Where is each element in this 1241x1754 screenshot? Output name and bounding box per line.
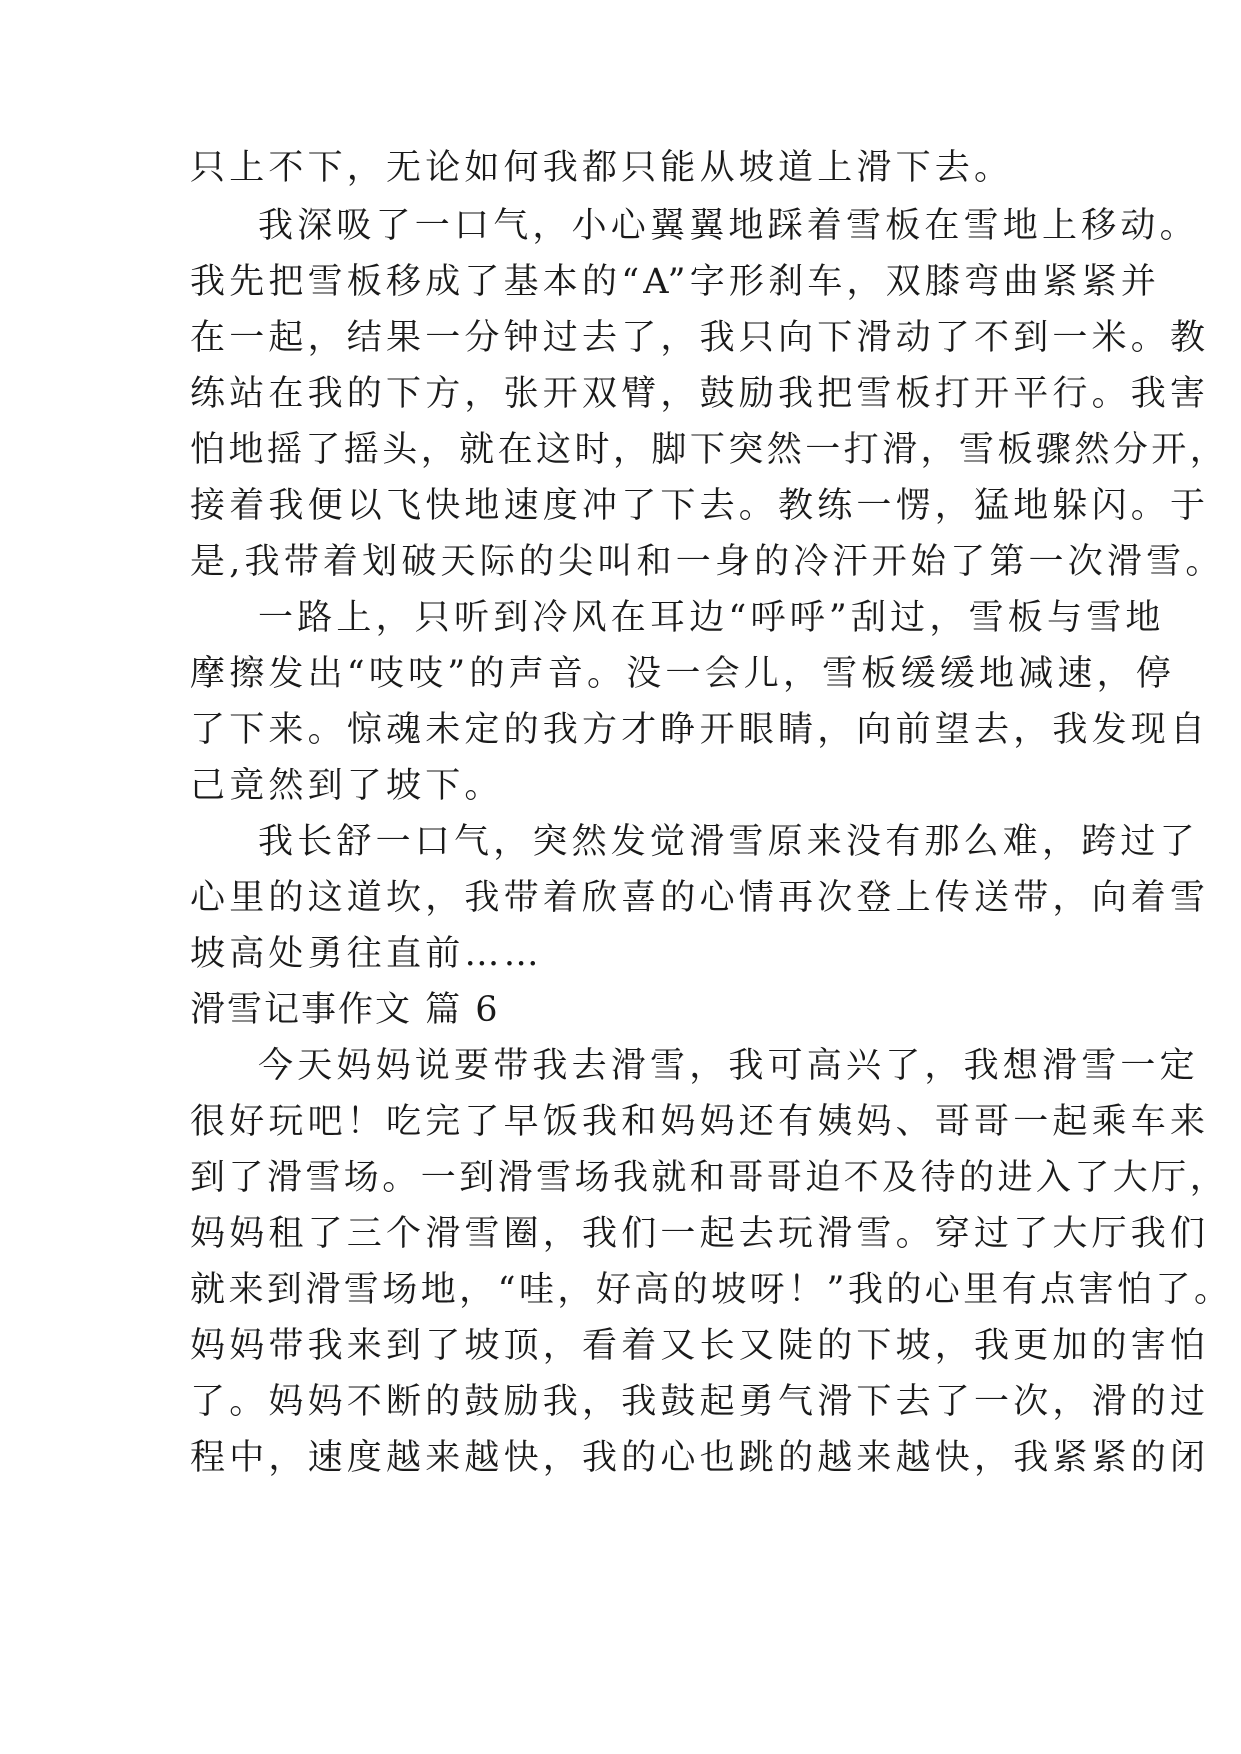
text-line: 程中，速度越来越快，我的心也跳的越来越快，我紧紧的闭 [190, 1438, 1210, 1478]
text-line: 练站在我的下方，张开双臂，鼓励我把雪板打开平行。我害 [190, 374, 1210, 414]
text-line: 是,我带着划破天际的尖叫和一身的冷汗开始了第一次滑雪。 [190, 542, 1225, 582]
text-line: 我先把雪板移成了基本的“A”字形刹车，双膝弯曲紧紧并 [190, 262, 1161, 302]
text-line: 到了滑雪场。一到滑雪场我就和哥哥迫不及待的进入了大厅， [190, 1158, 1229, 1198]
text-line: 了。妈妈不断的鼓励我，我鼓起勇气滑下去了一次，滑的过 [190, 1382, 1210, 1422]
text-line: 摩擦发出“吱吱”的声音。没一会儿，雪板缓缓地减速，停 [190, 654, 1175, 694]
text-line: 坡高处勇往直前…… [190, 934, 543, 974]
text-line: 只上不下，无论如何我都只能从坡道上滑下去。 [190, 148, 1014, 188]
text-line: 妈妈租了三个滑雪圈，我们一起去玩滑雪。穿过了大厅我们 [190, 1214, 1210, 1254]
text-line: 妈妈带我来到了坡顶，看着又长又陡的下坡，我更加的害怕 [190, 1326, 1210, 1366]
paragraph-first-line: 我深吸了一口气，小心翼翼地踩着雪板在雪地上移动。 [258, 206, 1199, 246]
paragraph-first-line: 一路上，只听到冷风在耳边“呼呼”刮过，雪板与雪地 [258, 598, 1165, 638]
text-line: 就来到滑雪场地，“哇，好高的坡呀！”我的心里有点害怕了。 [190, 1270, 1233, 1310]
text-line: 己竟然到了坡下。 [190, 766, 504, 806]
section-heading: 滑雪记事作文 篇 6 [190, 990, 500, 1030]
text-line: 很好玩吧！吃完了早饭我和妈妈还有姨妈、哥哥一起乘车来 [190, 1102, 1210, 1142]
text-line: 接着我便以飞快地速度冲了下去。教练一愣，猛地躲闪。于 [190, 486, 1210, 526]
paragraph-first-line: 今天妈妈说要带我去滑雪，我可高兴了，我想滑雪一定 [258, 1046, 1199, 1086]
text-line: 了下来。惊魂未定的我方才睁开眼睛，向前望去，我发现自 [190, 710, 1210, 750]
text-line: 在一起，结果一分钟过去了，我只向下滑动了不到一米。教 [190, 318, 1210, 358]
paragraph-first-line: 我长舒一口气，突然发觉滑雪原来没有那么难，跨过了 [258, 822, 1199, 862]
text-line: 心里的这道坎，我带着欣喜的心情再次登上传送带，向着雪 [190, 878, 1210, 918]
text-line: 怕地摇了摇头，就在这时，脚下突然一打滑，雪板骤然分开， [190, 430, 1229, 470]
